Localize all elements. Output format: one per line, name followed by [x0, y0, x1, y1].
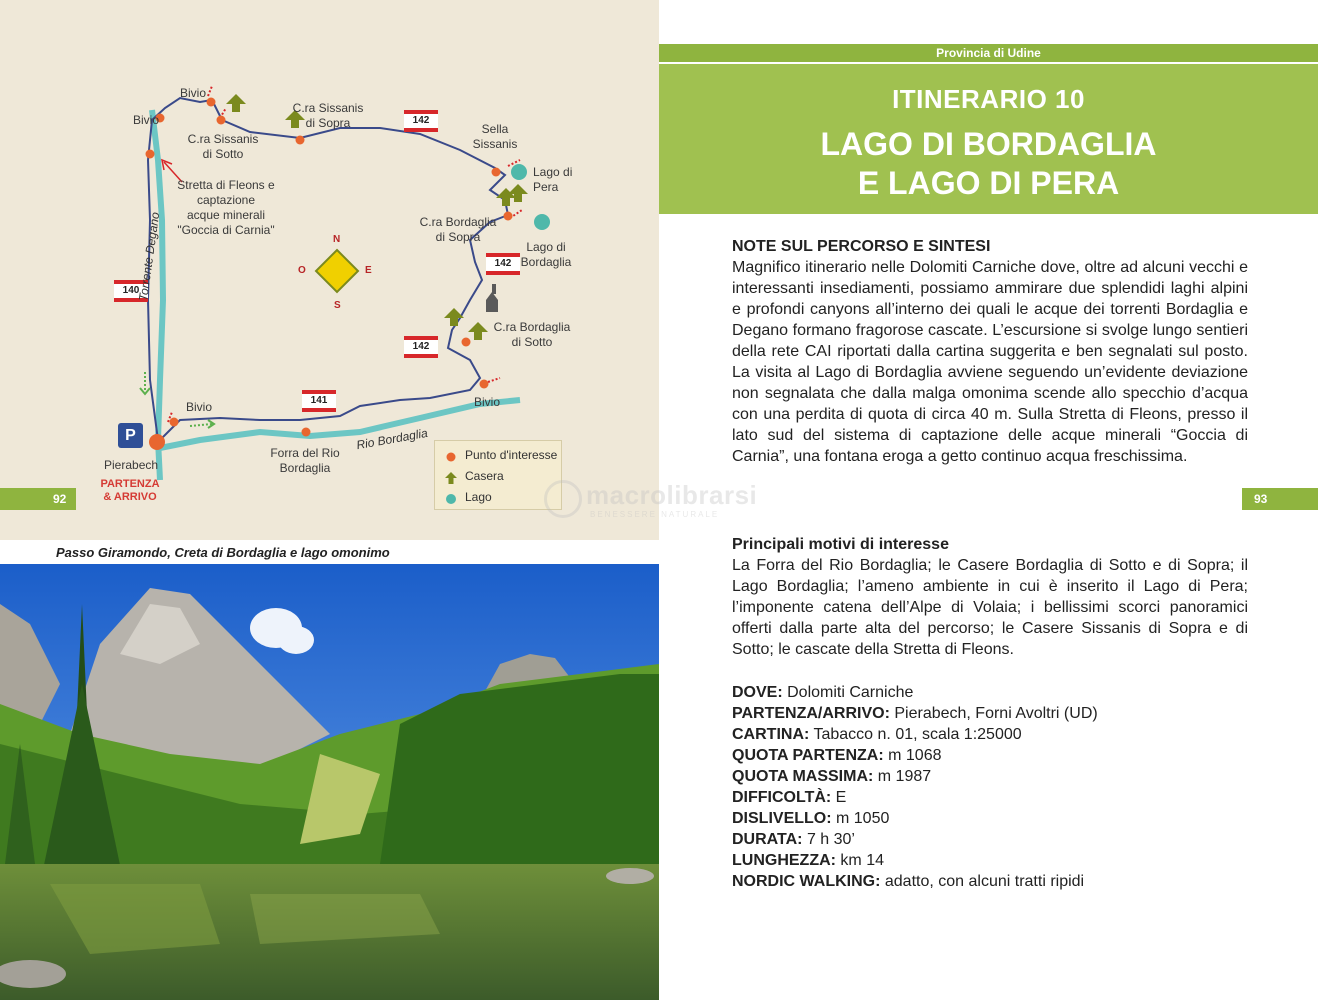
itinerary-label: ITINERARIO 10	[892, 84, 1085, 114]
lake-dot-icon	[445, 492, 457, 504]
title-block	[659, 64, 1318, 214]
province-header: Provincia di Udine	[659, 44, 1318, 62]
compass-north: N	[333, 234, 341, 245]
trail-sign-142-bottom: 142	[404, 336, 438, 358]
label-sella-sissanis: Sella Sissanis	[472, 122, 518, 151]
trail-sign-140: 140	[114, 280, 148, 302]
page-number-right: 93	[1242, 488, 1318, 510]
label-bivio-top: Bivio	[180, 86, 207, 100]
interest-paragraph: La Forra del Rio Bordaglia; le Casere Bordaglia di Sotto e di Sopra; il Lago Bordaglia; l’ameno ambiente in cui è inserito il Lago di Pera; l’imponente catena dell’Alpe di Volaia; i bellissimi scorci panoramici offerti dalla parte alta del percorso; le Casere Sissanis di Sopra e di Sotto; le cascate della Stretta di Fleons.	[732, 557, 1248, 658]
landscape-photo	[0, 564, 659, 1000]
notes-section	[732, 236, 1248, 467]
itinerary-title-line-2: E LAGO DI PERA	[857, 165, 1120, 201]
info-nordic-walking: NORDIC WALKING: adatto, con alcuni tratti ripidi	[732, 873, 1085, 890]
trail-sign-142-middle: 142	[486, 253, 520, 275]
legend-item-lago: Lago	[445, 488, 492, 506]
river-label-degano: Torrente Degano	[136, 211, 163, 302]
label-bivio-bottom-right: Bivio	[474, 395, 501, 409]
notes-paragraph: Magnifico itinerario nelle Dolomiti Carniche dove, oltre ad alcuni vecchi e interessanti insediamenti, possiamo ammirare due splendidi laghi alpini e profondi canyons all’interno dei quali le acque dei torrenti Bordaglia e Degano formano fragorose cascate. L’escursione si svolge lungo sentieri della rete CAI riportati dalla cartina suggerita e ben segnalati sul posto. La visita al Lago di Bordaglia avviene seguendo un’evidente deviazione non segnalata che dalla malga omonima scende allo specchio d’acqua con una perdita di quota di circa 40 m. Sulla Stretta di Fleons, presso il lato sud del sistema di captazione delle acque minerali “Goccia di Carnia”, una fontana eroga a getto continuo acqua freschissima.	[732, 259, 1248, 465]
label-bivio-left: Bivio	[133, 113, 160, 127]
info-durata: DURATA: 7 h 30’	[732, 831, 855, 848]
label-bordaglia-sotto: C.ra Bordaglia di Sotto	[493, 320, 571, 349]
trail-sign-141: 141	[302, 390, 336, 412]
map-legend	[434, 440, 562, 510]
poi-dot-icon	[445, 450, 457, 462]
compass-east: E	[365, 265, 372, 276]
interest-heading: Principali motivi di interesse	[732, 536, 949, 553]
info-partenza: PARTENZA/ARRIVO: Pierabech, Forni Avoltri (UD)	[732, 705, 1098, 722]
info-cartina: CARTINA: Tabacco n. 01, scala 1:25000	[732, 726, 1022, 743]
label-lago-pera: Lago di Pera	[533, 165, 573, 194]
photo-caption: Passo Giramondo, Creta di Bordaglia e lago omonimo	[56, 545, 390, 560]
compass-west: O	[298, 265, 306, 276]
watermark-text: macrolibrarsi	[586, 480, 758, 510]
label-sissanis-sopra: C.ra Sissanis di Sopra	[292, 101, 364, 130]
label-stretta-fleons: Stretta di Fleons e captazione acque minerali "Goccia di Carnia"	[177, 178, 275, 237]
info-dove: DOVE: Dolomiti Carniche	[732, 684, 914, 701]
label-forra: Forra del Rio Bordaglia	[270, 446, 340, 475]
info-lunghezza: LUNGHEZZA: km 14	[732, 852, 884, 869]
casera-arrow-icon	[445, 471, 457, 483]
info-dislivello: DISLIVELLO: m 1050	[732, 810, 890, 827]
info-quota-partenza: QUOTA PARTENZA: m 1068	[732, 747, 942, 764]
label-bordaglia-sopra: C.ra Bordaglia di Sopra	[419, 215, 497, 244]
notes-heading: NOTE SUL PERCORSO E SINTESI	[732, 238, 991, 255]
watermark-subtext: BENESSERE NATURALE	[590, 510, 720, 519]
label-partenza-arrivo: PARTENZA & ARRIVO	[100, 478, 160, 503]
label-bivio-bottom-left: Bivio	[186, 400, 213, 414]
trail-sign-142-top: 142	[404, 110, 438, 132]
page-number-left: 92	[0, 488, 76, 510]
label-sissanis-sotto: C.ra Sissanis di Sotto	[187, 132, 259, 161]
label-lago-bordaglia: Lago di Bordaglia	[520, 240, 572, 269]
mountain-lake-image	[0, 564, 659, 1000]
interest-section	[732, 534, 1248, 660]
info-quota-massima: QUOTA MASSIMA: m 1987	[732, 768, 932, 785]
compass-south: S	[334, 300, 341, 311]
info-list	[732, 682, 1248, 892]
river-label-bordaglia: Rio Bordaglia	[355, 425, 429, 453]
itinerary-title-line-1: LAGO DI BORDAGLIA	[820, 126, 1157, 162]
info-difficolta: DIFFICOLTÀ: E	[732, 789, 847, 806]
legend-item-casera: Casera	[445, 467, 504, 485]
label-pierabech: Pierabech	[104, 458, 159, 472]
legend-item-poi: Punto d'interesse	[445, 446, 557, 464]
parking-icon: P	[118, 423, 143, 448]
right-page	[659, 0, 1318, 1000]
route-map	[0, 0, 659, 540]
